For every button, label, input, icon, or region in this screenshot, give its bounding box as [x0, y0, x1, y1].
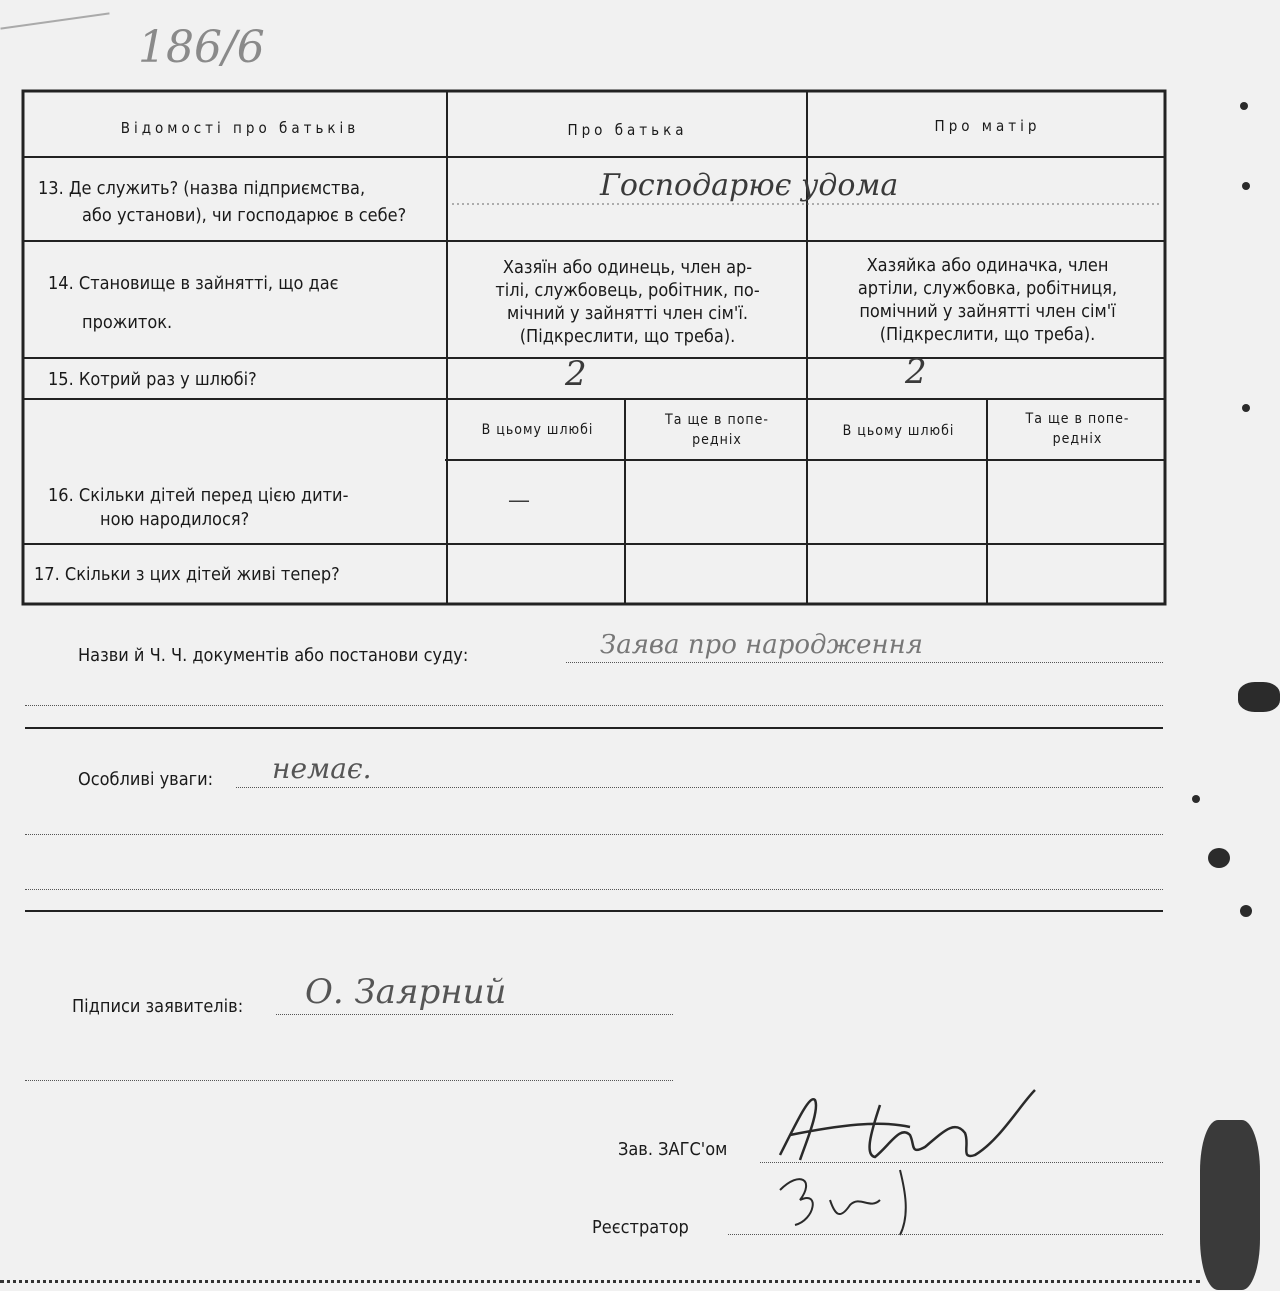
- paper-damage-mark: [1208, 848, 1230, 868]
- row14-mother-line: Хазяйка або одиначка, член: [866, 255, 1109, 276]
- remarks-handwritten-value: немає.: [272, 752, 372, 785]
- row16-label-line2: ною народилося?: [100, 509, 250, 530]
- row17-label: 17. Скільки з цих дітей живі тепер?: [34, 564, 340, 585]
- row14-father-line: тілі, службовець, робітник, по-: [495, 280, 760, 301]
- paper-damage-mark: [1240, 102, 1248, 110]
- row16-label-line1: 16. Скільки дітей перед цією дити-: [48, 485, 349, 506]
- paper-damage-mark: [1200, 1120, 1260, 1290]
- header-parents-info: Відомості про батьків: [120, 119, 360, 137]
- remarks-label: Особливі уваги:: [78, 769, 214, 790]
- subheader-mother-this-marriage: В цьому шлюбі: [842, 423, 955, 439]
- subheader-previous-line1: Та ще в попе-: [1025, 411, 1130, 427]
- signatures-fill-line-2: [25, 1080, 673, 1081]
- paper-damage-mark: [1242, 182, 1250, 190]
- zags-head-label: Зав. ЗАГС'ом: [618, 1139, 728, 1160]
- subheader-previous-line2: редніх: [1052, 431, 1103, 447]
- row14-mother-line: (Підкреслити, що треба).: [879, 324, 1096, 345]
- signatures-label: Підписи заявителів:: [72, 996, 244, 1017]
- row13-handwritten-value: Господарює удома: [600, 168, 899, 203]
- header-about-mother: Про матір: [934, 117, 1041, 135]
- row14-mother-line: артіли, службовка, робітниця,: [857, 278, 1118, 299]
- row14-mother-line: помічний у зайнятті член сім'ї: [859, 301, 1116, 322]
- paper-damage-mark: [1238, 682, 1280, 712]
- documents-fill-line: [566, 662, 1163, 663]
- subheader-previous-line1: Та ще в попе-: [665, 412, 769, 428]
- remarks-fill-line-3: [25, 889, 1163, 890]
- signatures-fill-line: [276, 1014, 673, 1015]
- registrar-signature: [760, 1160, 940, 1240]
- paper-damage-mark: [1242, 404, 1250, 412]
- subheader-father-this-marriage: В цьому шлюбі: [481, 422, 594, 438]
- row15-label: 15. Котрий раз у шлюбі?: [48, 369, 257, 390]
- documents-label: Назви й Ч. Ч. документів або постанови суду:: [78, 645, 469, 666]
- applicant-signature: О. Заярний: [305, 972, 507, 1012]
- row14-father-line: (Підкреслити, що треба).: [519, 326, 736, 347]
- bottom-edge-line: [0, 1280, 1200, 1283]
- row14-mother-options: [815, 254, 1160, 346]
- row14-label-line2: прожиток.: [82, 312, 173, 333]
- row14-father-line: Хазяїн або одинець, член ар-: [502, 257, 753, 278]
- row13-label-line1: 13. Де служить? (назва підприємства,: [38, 178, 366, 199]
- documents-fill-line-2: [25, 705, 1163, 706]
- documents-handwritten-value: Заява про народження: [600, 630, 923, 660]
- registrar-label: Реєстратор: [592, 1217, 689, 1238]
- paper-damage-mark: [1240, 905, 1252, 917]
- row14-father-options: [455, 256, 800, 348]
- row13-label-line2: або установи), чи господарює в себе?: [82, 205, 407, 226]
- section-divider: [25, 910, 1163, 912]
- remarks-fill-line-2: [25, 834, 1163, 835]
- row15-father-value: 2: [565, 354, 587, 394]
- paper-damage-mark: [1192, 795, 1200, 803]
- row15-mother-value: 2: [905, 352, 927, 392]
- row14-label-line1: 14. Становище в зайнятті, що дає: [48, 273, 339, 294]
- header-about-father: Про батька: [567, 121, 688, 139]
- row16-father-this-value: —: [508, 488, 530, 513]
- subheader-mother-previous: [990, 409, 1165, 449]
- remarks-fill-line: [236, 787, 1163, 788]
- archive-number: 186/6: [138, 22, 265, 73]
- subheader-previous-line2: редніх: [692, 432, 742, 448]
- row14-father-line: мічний у зайнятті член сім'ї.: [506, 303, 748, 324]
- subheader-father-previous: [628, 410, 806, 450]
- section-divider: [25, 727, 1163, 729]
